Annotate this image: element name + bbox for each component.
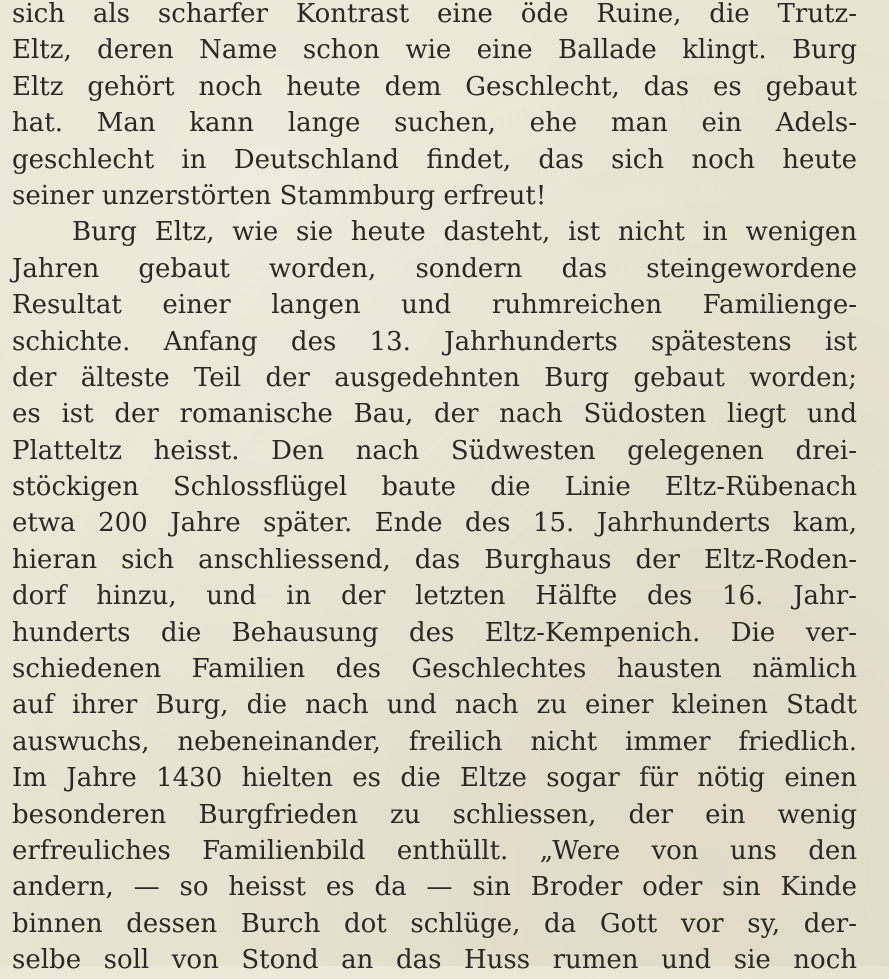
text-line: dorf hinzu, und in der letzten Hälfte des 16. Jahr- <box>12 581 857 612</box>
text-line: Burg Eltz, wie sie heute dasteht, ist nicht in wenigen <box>72 217 857 248</box>
text-line: Jahren gebaut worden, sondern das steingewordene <box>12 253 857 284</box>
text-line: Eltz, deren Name schon wie eine Ballade klingt. Burg <box>12 35 857 66</box>
document-text-body <box>12 0 857 979</box>
text-line: hieran sich anschliessend, das Burghaus der Eltz-Roden- <box>12 544 857 575</box>
text-line: schiedenen Familien des Geschlechtes hausten nämlich <box>12 654 857 685</box>
text-line: selbe soll von Stond an das Huss rumen und sie noch <box>12 945 857 976</box>
text-line: erfreuliches Familienbild enthüllt. „Were von uns den <box>12 835 857 866</box>
text-line: hat. Man kann lange suchen, ehe man ein Adels- <box>12 108 857 139</box>
text-line: schichte. Anfang des 13. Jahrhunderts spätestens ist <box>12 326 857 357</box>
text-line: der älteste Teil der ausgedehnten Burg gebaut worden; <box>12 362 857 393</box>
text-line: sich als scharfer Kontrast eine öde Ruine, die Trutz- <box>12 0 857 29</box>
text-line: hunderts die Behausung des Eltz-Kempenich. Die ver- <box>12 617 857 648</box>
text-line: Platteltz heisst. Den nach Südwesten gelegenen drei- <box>12 435 857 466</box>
text-line: besonderen Burgfrieden zu schliessen, der ein wenig <box>12 799 857 830</box>
text-line: stöckigen Schlossflügel baute die Linie Eltz-Rübenach <box>12 472 857 503</box>
text-line: andern, — so heisst es da — sin Broder oder sin Kinde <box>12 872 857 903</box>
text-line: etwa 200 Jahre später. Ende des 15. Jahrhunderts kam, <box>12 508 857 539</box>
text-line: auf ihrer Burg, die nach und nach zu einer kleinen Stadt <box>12 690 857 721</box>
text-line: geschlecht in Deutschland findet, das sich noch heute <box>12 144 857 175</box>
text-line: seiner unzerstörten Stammburg erfreut! <box>12 180 547 211</box>
text-line: es ist der romanische Bau, der nach Südosten liegt und <box>12 399 857 430</box>
text-line: Eltz gehört noch heute dem Geschlecht, das es gebaut <box>12 71 857 102</box>
text-line: Resultat einer langen und ruhmreichen Familienge- <box>12 290 857 321</box>
text-line: auswuchs, nebeneinander, freilich nicht immer friedlich. <box>12 726 857 757</box>
text-line: Im Jahre 1430 hielten es die Eltze sogar für nötig einen <box>12 763 857 794</box>
text-line: binnen dessen Burch dot schlüge, da Gott vor sy, der- <box>12 908 857 939</box>
